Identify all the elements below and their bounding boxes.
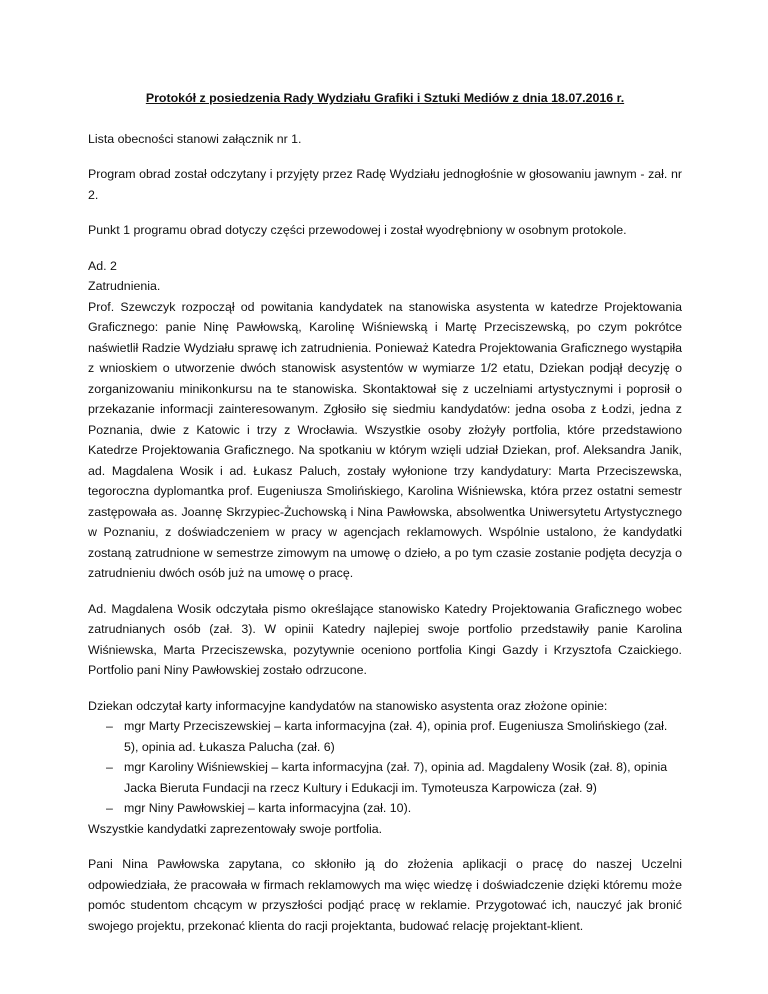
candidate-cards-outro: Wszystkie kandydatki zaprezentowały swoje portfolia. xyxy=(88,821,383,836)
dash-bullet: – xyxy=(106,719,113,733)
section-candidate-cards xyxy=(88,696,682,840)
document-title: Protokół z posiedzenia Rady Wydziału Grafiki i Sztuki Mediów z dnia 18.07.2016 r. xyxy=(145,91,625,105)
dash-bullet: – xyxy=(106,801,113,815)
paragraph-point-1: Punkt 1 programu obrad dotyczy części przewodowej i został wyodrębniony w osobnym protokole. xyxy=(88,223,627,237)
section-heading: Ad. 2 xyxy=(88,258,117,273)
paragraph-attendance: Lista obecności stanowi załącznik nr 1. xyxy=(88,131,302,146)
paragraph-nina-pawlowska: Pani Nina Pawłowska zapytana, co skłoniło ją do złożenia aplikacji o pracę do naszej Uczelni odpowiedziała, że pracowała w firmach reklamowych ma więc wiedzę i doświadczenie dzięki któremu może pomóc studentom chcącym w przyszłości podjąć pracę w reklamie. Przygotować ich, nauczyć jak bronić swojego projektu, przekonać klienta do racji projektanta, budować relację projektant-klient. xyxy=(88,857,682,933)
section-ad-2 xyxy=(88,256,682,584)
candidate-list xyxy=(88,716,682,819)
paragraph-department-opinion: Ad. Magdalena Wosik odczytała pismo określające stanowisko Katedry Projektowania Graficznego wobec zatrudnianych osób (zał. 3). W opinii Katedry najlepiej swoje portfolio przedstawiły panie Karolina Wiśniewska, Marta Przeciszewska, pozytywnie oceniono portfolia Kingi Gazdy i Krzysztofa Czaickiego. Portfolio pani Niny Pawłowskiej zostało odrzucone. xyxy=(88,601,682,677)
list-item-text: mgr Karoliny Wiśniewskiej – karta informacyjna (zał. 7), opinia ad. Magdaleny Wosik (zał. 8), opinia Jacka Bieruta Fundacji na rzecz Kultury i Edukacji im. Tymoteusza Karpowicza (zał. 9) xyxy=(124,760,668,795)
candidate-cards-intro: Dziekan odczytał karty informacyjne kandydatów na stanowisko asystenta oraz złożone opinie: xyxy=(88,698,608,713)
list-item xyxy=(88,757,682,798)
section-subheading: Zatrudnienia. xyxy=(88,279,161,293)
list-item-text: mgr Marty Przeciszewskiej – karta informacyjna (zał. 4), opinia prof. Eugeniusza Smolińskiego (zał. 5), opinia ad. Łukasza Palucha (zał. 6) xyxy=(124,719,668,754)
list-item xyxy=(88,798,682,819)
paragraph-employment: Prof. Szewczyk rozpoczął od powitania kandydatek na stanowiska asystenta w katedrze Projektowania Graficznego: panie Ninę Pawłowską, Karolinę Wiśniewską i Martę Przeciszewską, po czym pokrótce naświetlił Radzie Wydziału sprawę ich zatrudnienia. Ponieważ Katedra Projektowania Graficznego wystąpiła z wnioskiem o utworzenie dwóch stanowisk asystentów w wymiarze 1/2 etatu, Dziekan podjął decyzję o zorganizowaniu minikonkursu na te stanowiska. Skontaktował się z uczelniami artystycznymi i poprosił o przekazanie informacji zainteresowanym. Zgłosiło się siedmiu kandydatów: jedna osoba z Łodzi, jedna z Poznania, dwie z Katowic i trzy z Wrocławia. Wszystkie osoby złożyły portfolia, które przedstawiono Katedrze Projektowania Graficznego. Na spotkaniu w którym wzięli udział Dziekan, prof. Aleksandra Janik, ad. Magdalena Wosik i ad. Łukasz Paluch, zostały wyłonione trzy kandydatury: Marta Przeciszewska, tegoroczna dyplomantka prof. Eugeniusza Smolińskiego, Karolina Wiśniewska, która przez ostatni semestr zastępowała as. Joannę Skrzypiec-Żuchowską i Nina Pawłowska, absolwentka Uniwersytetu Artystycznego w Poznaniu, z doświadczeniem w pracy w agencjach reklamowych. Wspólnie ustalono, że kandydatki zostaną zatrudnione w semestrze zimowym na umowę o dzieło, a po tym czasie zostanie podjęta decyzja o zatrudnieniu dwóch osób już na umowę o pracę. xyxy=(88,299,682,580)
document-page xyxy=(88,88,682,951)
dash-bullet: – xyxy=(106,760,113,774)
list-item-text: mgr Niny Pawłowskiej – karta informacyjna (zał. 10). xyxy=(124,801,412,815)
paragraph-agenda: Program obrad został odczytany i przyjęty przez Radę Wydziału jednogłośnie w głosowaniu jawnym - zał. nr 2. xyxy=(88,167,682,202)
list-item xyxy=(88,716,682,757)
